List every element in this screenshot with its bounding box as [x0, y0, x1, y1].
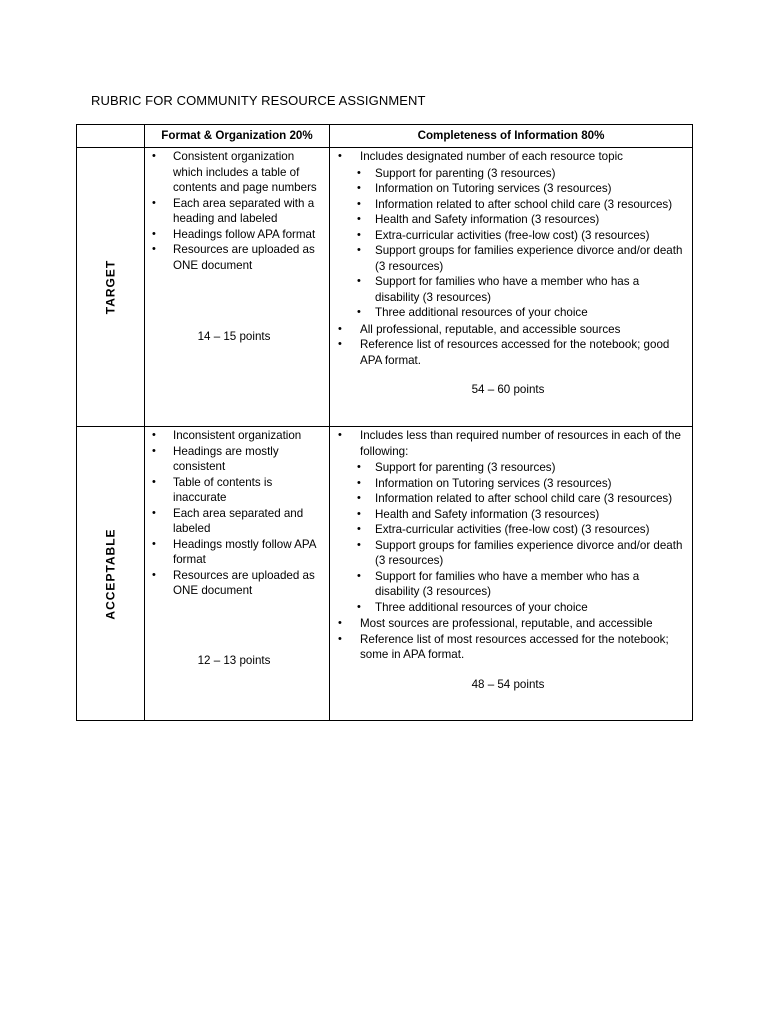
resource-sublist — [330, 166, 686, 321]
list-item: • Inconsistent organization — [145, 428, 323, 444]
completeness-list — [330, 149, 686, 165]
list-item: • Reference list of resources accessed for the notebook; good APA format. — [330, 337, 686, 368]
list-item: • Information on Tutoring services (3 resources) — [330, 476, 686, 492]
list-item — [330, 428, 686, 459]
rubric-row-target — [77, 148, 693, 427]
list-item: • Headings follow APA format — [145, 227, 323, 243]
list-item: • Support for parenting (3 resources) — [330, 460, 686, 476]
list-item: • Health and Safety information (3 resources) — [330, 212, 686, 228]
list-item: • Extra-curricular activities (free-low cost) (3 resources) — [330, 228, 686, 244]
rubric-row-acceptable — [77, 427, 693, 721]
format-cell-acceptable — [145, 427, 330, 721]
row-label-cell — [77, 427, 145, 721]
completeness-cell-target — [330, 148, 693, 427]
list-item: • Extra-curricular activities (free-low cost) (3 resources) — [330, 522, 686, 538]
completeness-list — [330, 428, 686, 459]
document-title: RUBRIC FOR COMMUNITY RESOURCE ASSIGNMENT — [91, 93, 426, 108]
list-item: • Headings mostly follow APA format — [145, 537, 323, 568]
list-item: • Support for families who have a member who has a disability (3 resources) — [330, 274, 686, 305]
list-item: • Support groups for families experience divorce and/or death (3 resources) — [330, 538, 686, 569]
list-item: • Support for families who have a member who has a disability (3 resources) — [330, 569, 686, 600]
list-item: • Reference list of most resources accessed for the notebook; some in APA format. — [330, 632, 686, 663]
format-cell-target — [145, 148, 330, 427]
list-item — [330, 149, 686, 165]
completeness-points-target: 54 – 60 points — [471, 383, 545, 396]
header-format: Format & Organization 20% — [145, 125, 330, 148]
format-points-acceptable: 12 – 13 points — [197, 653, 271, 667]
list-item: • Table of contents is inaccurate — [145, 475, 323, 506]
header-row — [77, 125, 693, 148]
header-blank — [77, 125, 145, 148]
format-list — [145, 428, 323, 599]
row-label-target: TARGET — [102, 259, 117, 315]
list-item: • Each area separated with a heading and labeled — [145, 196, 323, 227]
list-item: • Each area separated and labeled — [145, 506, 323, 537]
header-completeness: Completeness of Information 80% — [330, 125, 693, 148]
completeness-cell-acceptable — [330, 427, 693, 721]
completeness-list-more — [330, 616, 686, 663]
row-label-cell — [77, 148, 145, 427]
list-item: • Information on Tutoring services (3 resources) — [330, 181, 686, 197]
list-item: • Consistent organization which includes a table of contents and page numbers — [145, 149, 323, 196]
list-item: • Support groups for families experience divorce and/or death (3 resources) — [330, 243, 686, 274]
format-points-target: 14 – 15 points — [197, 330, 271, 343]
completeness-intro: Includes designated number of each resource topic — [360, 150, 623, 163]
list-item: • Three additional resources of your choice — [330, 305, 686, 321]
list-item: • Information related to after school child care (3 resources) — [330, 491, 686, 507]
list-item: • All professional, reputable, and accessible sources — [330, 322, 686, 338]
list-item: • Three additional resources of your choice — [330, 600, 686, 616]
list-item: • Resources are uploaded as ONE document — [145, 568, 323, 599]
completeness-points-acceptable: 48 – 54 points — [471, 677, 545, 691]
completeness-list-more — [330, 322, 686, 369]
completeness-intro: Includes less than required number of resources in each of the following: — [360, 429, 681, 458]
rubric-table — [76, 124, 693, 721]
list-item: • Headings are mostly consistent — [145, 444, 323, 475]
list-item: • Health and Safety information (3 resources) — [330, 507, 686, 523]
list-item: • Resources are uploaded as ONE document — [145, 242, 323, 273]
list-item: • Support for parenting (3 resources) — [330, 166, 686, 182]
list-item: • Most sources are professional, reputable, and accessible — [330, 616, 686, 632]
resource-sublist — [330, 460, 686, 615]
row-label-acceptable: ACCEPTABLE — [102, 527, 117, 620]
list-item: • Information related to after school child care (3 resources) — [330, 197, 686, 213]
format-list — [145, 149, 323, 273]
